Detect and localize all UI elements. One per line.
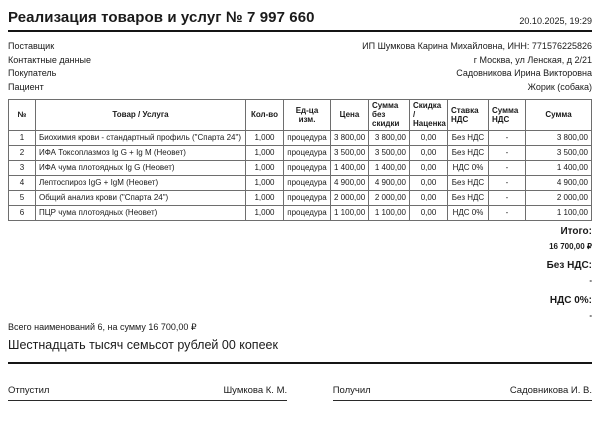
- table-cell: Без НДС: [448, 190, 489, 205]
- table-cell: 2 000,00: [331, 190, 369, 205]
- info-label: Пациент: [8, 81, 44, 92]
- table-cell: 0,00: [410, 130, 448, 145]
- total-label: НДС 0%:: [549, 294, 592, 306]
- table-cell: -: [489, 160, 526, 175]
- summary-section: [8, 322, 592, 359]
- info-row: [8, 81, 592, 95]
- page-title: Реализация товаров и услуг № 7 997 660: [8, 9, 315, 26]
- total-value: 16 700,00 ₽: [549, 241, 592, 251]
- table-cell: 1,000: [246, 130, 284, 145]
- items-table: [8, 99, 592, 221]
- table-row: [9, 205, 592, 220]
- table-cell: 0,00: [410, 205, 448, 220]
- table-cell: 6: [9, 205, 36, 220]
- signature-role-label: Отпустил: [8, 385, 50, 397]
- table-cell: ИФА чума плотоядных Ig G (Неовет): [36, 160, 246, 175]
- info-row: [8, 54, 592, 68]
- table-cell: 3 500,00: [526, 145, 592, 160]
- info-label: Поставщик: [8, 41, 55, 51]
- info-label: Контактные данные: [8, 54, 92, 65]
- signature-row: [8, 385, 287, 401]
- table-cell: 0,00: [410, 190, 448, 205]
- table-cell: процедура: [284, 190, 331, 205]
- signature-block: [8, 385, 287, 401]
- total-label: Без НДС:: [546, 260, 592, 272]
- table-cell: 1,000: [246, 175, 284, 190]
- items-table-header-row: [9, 100, 592, 131]
- table-cell: 3 500,00: [331, 145, 369, 160]
- table-row: [9, 145, 592, 160]
- info-value: г Москва, ул Ленская, д 2/21: [473, 54, 592, 65]
- title-row: [8, 0, 592, 27]
- table-cell: Биохимия крови - стандартный профиль ("Спарта 24"): [36, 130, 246, 145]
- table-cell: 2: [9, 145, 36, 160]
- table-row: [9, 130, 592, 145]
- table-cell: 4 900,00: [526, 175, 592, 190]
- document-datetime: 20.10.2025, 19:29: [519, 16, 592, 26]
- table-cell: Без НДС: [448, 145, 489, 160]
- totals-section: [8, 226, 592, 321]
- total-value: -: [589, 276, 592, 286]
- table-cell: 4 900,00: [369, 175, 410, 190]
- amount-in-words: Шестнадцать тысяч семьсот рублей 00 копеек: [8, 338, 278, 353]
- info-row: [8, 40, 592, 54]
- table-cell: НДС 0%: [448, 160, 489, 175]
- total-group: [8, 295, 592, 321]
- column-header: Цена: [331, 100, 369, 131]
- table-cell: 3 800,00: [369, 130, 410, 145]
- table-row: [9, 160, 592, 175]
- table-cell: 3 800,00: [331, 130, 369, 145]
- table-cell: 1 100,00: [369, 205, 410, 220]
- table-cell: -: [489, 190, 526, 205]
- table-cell: 0,00: [410, 160, 448, 175]
- table-cell: -: [489, 130, 526, 145]
- column-header: Сумма: [526, 100, 592, 131]
- items-table-body: [9, 130, 592, 220]
- bottom-divider: [8, 362, 592, 364]
- table-cell: Общий анализ крови ("Спарта 24"): [36, 190, 246, 205]
- total-group: [8, 226, 592, 252]
- table-cell: 3: [9, 160, 36, 175]
- table-cell: 4 900,00: [331, 175, 369, 190]
- table-row: [9, 175, 592, 190]
- info-row: [8, 67, 592, 81]
- table-cell: Без НДС: [448, 130, 489, 145]
- table-cell: 1: [9, 130, 36, 145]
- table-cell: 5: [9, 190, 36, 205]
- table-cell: 1 100,00: [331, 205, 369, 220]
- signature-person-name: Садовникова И. В.: [509, 385, 592, 397]
- table-cell: 1,000: [246, 145, 284, 160]
- column-header: Ед-ца изм.: [284, 100, 331, 131]
- table-cell: 1,000: [246, 190, 284, 205]
- table-cell: ПЦР чума плотоядных (Неовет): [36, 205, 246, 220]
- table-cell: 1 400,00: [369, 160, 410, 175]
- signature-row: [333, 385, 592, 401]
- table-cell: Лептоспироз IgG + IgM (Неовет): [36, 175, 246, 190]
- signature-role-label: Получил: [332, 385, 371, 397]
- column-header: Сумма НДС: [489, 100, 526, 131]
- table-cell: НДС 0%: [448, 205, 489, 220]
- table-cell: Без НДС: [448, 175, 489, 190]
- column-header: Товар / Услуга: [36, 100, 246, 131]
- signatures-section: [8, 385, 592, 401]
- table-cell: процедура: [284, 175, 331, 190]
- column-header: Кол-во: [246, 100, 284, 131]
- table-cell: 2 000,00: [369, 190, 410, 205]
- table-cell: ИФА Токсоплазмоз Ig G + Ig M (Неовет): [36, 145, 246, 160]
- table-cell: 0,00: [410, 175, 448, 190]
- total-label: Итого:: [560, 225, 592, 237]
- total-value: -: [589, 310, 592, 320]
- info-value: Жорик (собака): [527, 81, 592, 92]
- signature-person-name: Шумкова К. М.: [223, 385, 288, 397]
- table-cell: 0,00: [410, 145, 448, 160]
- table-cell: 1,000: [246, 205, 284, 220]
- column-header: Скидка / Наценка: [410, 100, 448, 131]
- table-cell: процедура: [284, 145, 331, 160]
- table-row: [9, 190, 592, 205]
- column-header: №: [9, 100, 36, 131]
- table-cell: 1 100,00: [526, 205, 592, 220]
- table-cell: -: [489, 145, 526, 160]
- signature-block: [333, 385, 592, 401]
- table-cell: процедура: [284, 160, 331, 175]
- column-header: Ставка НДС: [448, 100, 489, 131]
- info-value: Садовникова Ирина Викторовна: [456, 68, 592, 78]
- table-cell: 1,000: [246, 160, 284, 175]
- table-cell: 2 000,00: [526, 190, 592, 205]
- total-group: [8, 260, 592, 286]
- table-cell: 4: [9, 175, 36, 190]
- info-value: ИП Шумкова Карина Михайловна, ИНН: 771576225826: [362, 41, 592, 51]
- table-cell: -: [489, 175, 526, 190]
- table-cell: 3 500,00: [369, 145, 410, 160]
- table-cell: процедура: [284, 205, 331, 220]
- column-header: Сумма без скидки: [369, 100, 410, 131]
- table-cell: 3 800,00: [526, 130, 592, 145]
- info-label: Покупатель: [8, 68, 57, 78]
- table-cell: процедура: [284, 130, 331, 145]
- parties-info-section: [8, 40, 592, 94]
- table-cell: -: [489, 205, 526, 220]
- table-cell: 1 400,00: [526, 160, 592, 175]
- table-cell: 1 400,00: [331, 160, 369, 175]
- title-divider: [8, 30, 592, 32]
- items-count-line: Всего наименований 6, на сумму 16 700,00 ₽: [8, 322, 197, 333]
